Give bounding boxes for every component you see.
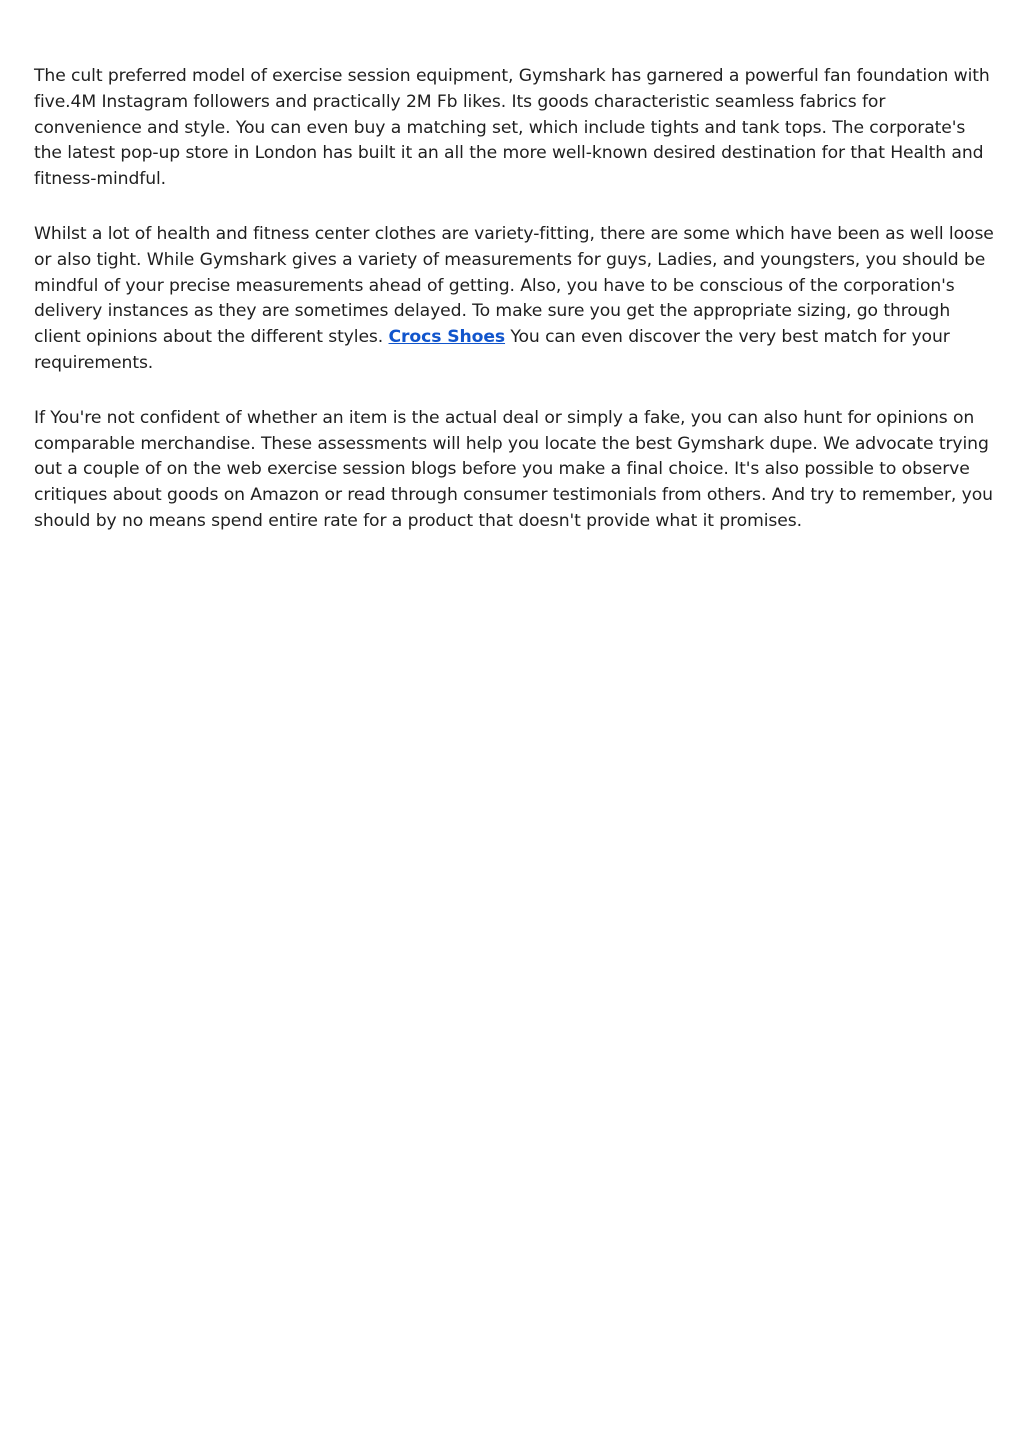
paragraph-2 — [34, 222, 994, 377]
crocs-shoes-link[interactable]: Crocs Shoes — [388, 327, 506, 348]
paragraph-2-text-before-link: Whilst a lot of health and fitness center clothes are variety-fitting, there are some which have been as well loose or also tight. While Gymshark gives a variety of measurements for guys, Ladies, and youngsters, you should be mindful of your precise measurements ahead of getting. Also, you have to be conscious of the corporation's delivery instances as they are sometimes delayed. To make sure you get the appropriate sizing, go through client opinions about the different styles. — [34, 223, 994, 348]
paragraph-2-text-after-link: You can even discover the very best match for your requirements. — [34, 327, 950, 373]
paragraph-3: If You're not confident of whether an item is the actual deal or simply a fake, you can also hunt for opinions on comparable merchandise. These assessments will help you locate the best Gymshark dupe. We advocate trying out a couple of on the web exercise session blogs before you make a final choice. It's also possible to observe critiques about goods on Amazon or read through consumer testimonials from others. And try to remember, you should by no means spend entire rate for a product that doesn't provide what it promises. — [34, 407, 993, 531]
document-body — [34, 64, 994, 564]
paragraph-1: The cult preferred model of exercise session equipment, Gymshark has garnered a powerful fan foundation with five.4M Instagram followers and practically 2M Fb likes. Its goods characteristic seamless fabrics for convenience and style. You can even buy a matching set, which include tights and tank tops. The corporate's the latest pop-up store in London has built it an all the more well-known desired destination for that Health and fitness-mindful. — [34, 66, 990, 190]
